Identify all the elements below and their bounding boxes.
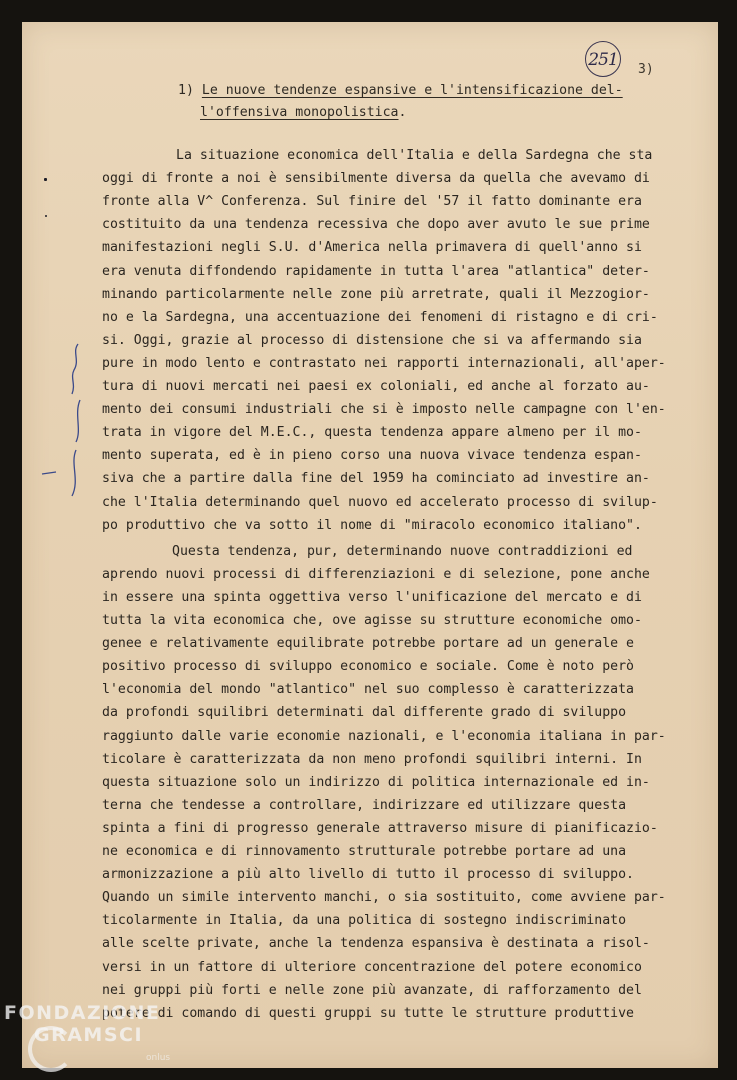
- text-line: pure in modo lento e contrastato nei rapporti internazionali, all'aper-: [102, 355, 666, 371]
- text-line: minando particolarmente nelle zone più arretrate, quali il Mezzogior-: [102, 286, 650, 302]
- text-line: mento superata, ed è in pieno corso una nuova vivace tendenza espan-: [102, 448, 642, 464]
- document-page: [22, 22, 718, 1068]
- title-line-2: l'offensiva monopolistica: [200, 105, 399, 120]
- text-line: si. Oggi, grazie al processo di distensione che si va affermando sia: [102, 332, 642, 348]
- text-line: aprendo nuovi processi di differenziazioni e di selezione, pone anche: [102, 566, 650, 582]
- text-line: alle scelte private, anche la tendenza espansiva è destinata a risol-: [102, 936, 650, 952]
- text-line: questa situazione solo un indirizzo di politica internazionale ed in-: [102, 774, 650, 790]
- text-line: no e la Sardegna, una accentuazione dei fenomeni di ristagno e di cri-: [102, 309, 658, 325]
- archive-stamp-number: 251: [585, 41, 621, 77]
- text-line: fronte alla V^ Conferenza. Sul finire del '57 il fatto dominante era: [102, 194, 642, 210]
- text-line: ne economica e di rinnovamento strutturale potrebbe portare ad una: [102, 844, 627, 859]
- text-line: spinta a fini di progresso generale attraverso misure di pianificazio-: [102, 820, 658, 836]
- text-line: era venuta diffondendo rapidamente in tutta l'area "atlantica" deter-: [102, 263, 650, 279]
- text-line: Quando un simile intervento manchi, o sia sostituito, come avviene par-: [102, 890, 666, 906]
- text-line: da profondi squilibri determinati dal differente grado di sviluppo: [102, 705, 627, 721]
- title-line-1: Le nuove tendenze espansive e l'intensificazione del-: [201, 83, 623, 98]
- page-number: 3): [638, 62, 654, 77]
- text-line: La situazione economica dell'Italia e della Sardegna che sta: [176, 148, 653, 163]
- text-line: potere di comando di questi gruppi su tutte le strutture produttive: [102, 1005, 634, 1021]
- watermark-line-2: GRAMSCI: [34, 1024, 144, 1046]
- watermark-logo: [0, 1000, 220, 1080]
- text-line: in essere una spinta oggettiva verso l'unificazione del mercato e di: [102, 589, 642, 605]
- text-line: positivo processo di sviluppo economico e sociale. Come è noto però: [102, 659, 634, 675]
- text-line: tutta la vita economica che, ove agisse su strutture economiche omo-: [102, 613, 642, 628]
- watermark-line-1: FONDAZIONE: [4, 1002, 161, 1024]
- section-title: [178, 80, 658, 124]
- text-line: trata in vigore del M.E.C., questa tendenza appare almeno per il mo-: [102, 425, 642, 441]
- text-line: oggi di fronte a noi è sensibilmente diversa da quella che avevamo di: [102, 171, 650, 187]
- margin-dot: [44, 178, 47, 181]
- title-number: 1): [178, 83, 194, 98]
- text-line: siva che a partire dalla fine del 1959 ha cominciato ad investire an-: [102, 471, 650, 487]
- text-line: genee e relativamente equilibrate potrebbe portare ad un generale e: [102, 636, 634, 652]
- text-line: l'economia del mondo "atlantico" nel suo complesso è caratterizzata: [102, 682, 634, 698]
- text-line: nei gruppi più forti e nelle zone più avanzate, di rafforzamento del: [102, 982, 642, 998]
- text-line: raggiunto dalle varie economie nazionali, e l'economia italiana in par-: [102, 728, 666, 744]
- text-line: terna che tendesse a controllare, indirizzare ed utilizzare questa: [102, 797, 627, 813]
- text-line: costituito da una tendenza recessiva che dopo aver avuto le sue prime: [102, 217, 650, 233]
- text-line: mento dei consumi industriali che si è imposto nelle campagne con l'en-: [102, 402, 666, 418]
- watermark-suffix: onlus: [146, 1053, 171, 1063]
- text-line: armonizzazione a più alto livello di tutto il processo di sviluppo.: [102, 867, 634, 883]
- title-line-2-end: .: [398, 105, 407, 120]
- text-line: tura di nuovi mercati nei paesi ex coloniali, ed anche al forzato au-: [102, 379, 650, 394]
- text-line: che l'Italia determinando quel nuovo ed accelerato processo di svilup-: [102, 494, 658, 510]
- text-line: ticolare è caratterizzata da non meno profondi squilibri interni. In: [102, 751, 642, 767]
- text-line: po produttivo che va sotto il nome di "miracolo economico italiano".: [102, 517, 642, 533]
- text-line: ticolarmente in Italia, da una politica di sostegno indiscriminato: [102, 913, 627, 929]
- text-line: manifestazioni negli S.U. d'America nella primavera di quell'anno si: [102, 240, 642, 256]
- margin-dot: [45, 215, 47, 217]
- text-line: versi in un fattore di ulteriore concentrazione del potere economico: [102, 959, 642, 975]
- text-line: Questa tendenza, pur, determinando nuove contraddizioni ed: [172, 543, 633, 559]
